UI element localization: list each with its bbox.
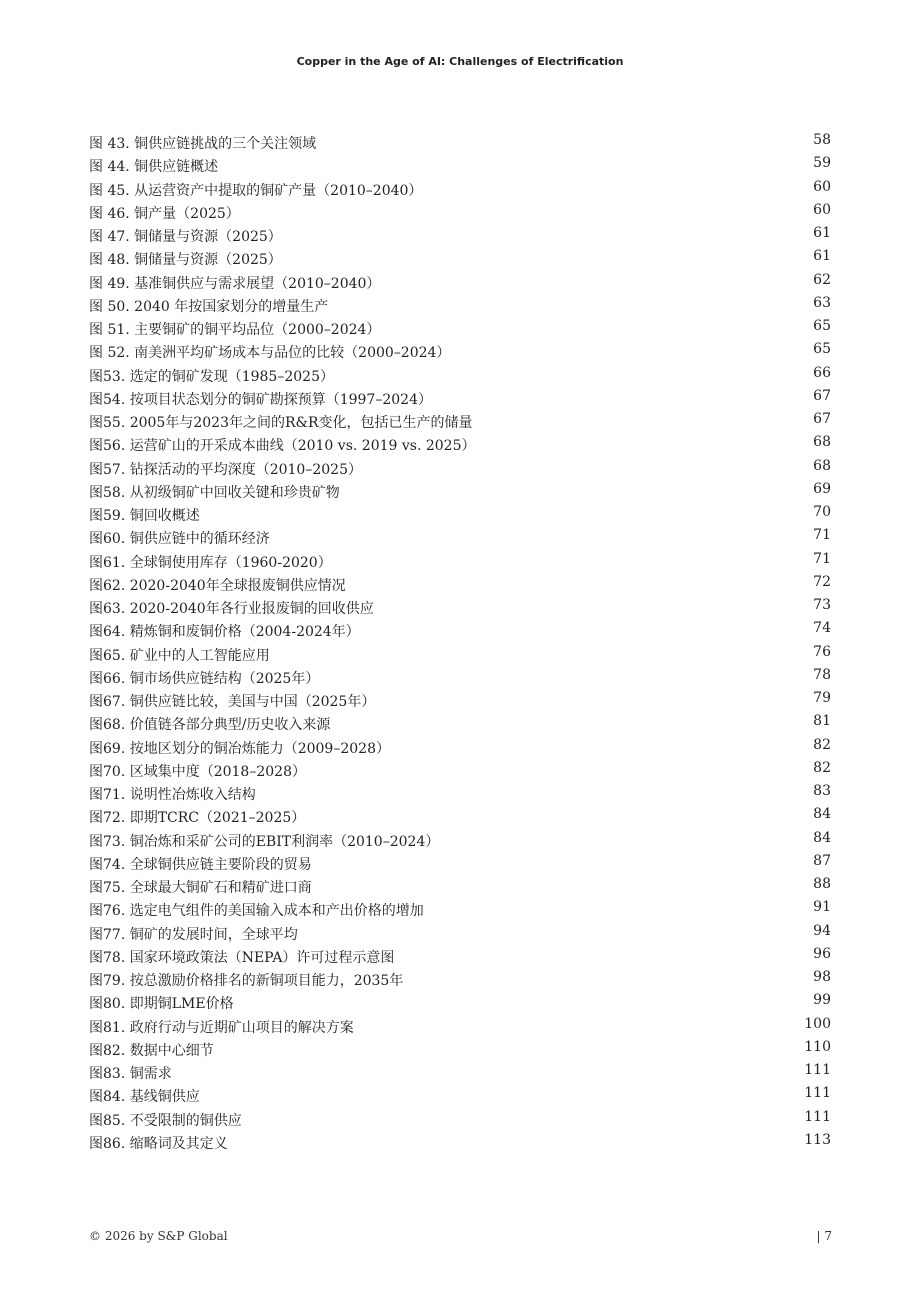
toc-entry-label: 图56. 运营矿山的开采成本曲线（2010 vs. 2019 vs. 2025）: [89, 438, 476, 455]
toc-entry[interactable]: [89, 805, 831, 828]
toc-entry-label: 图 48. 铜储量与资源（2025）: [89, 252, 282, 269]
toc-entry-label: 图75. 全球最大铜矿石和精矿进口商: [89, 880, 312, 896]
toc-entry[interactable]: [89, 410, 831, 433]
toc-entry[interactable]: [89, 875, 831, 898]
toc-entry-page-number: 98: [813, 969, 831, 985]
toc-entry-label: 图72. 即期TCRC（2021–2025）: [89, 810, 306, 827]
toc-entry[interactable]: [89, 247, 831, 270]
toc-entry-label: 图62. 2020-2040年全球报废铜供应情况: [89, 577, 346, 594]
toc-entry[interactable]: [89, 666, 831, 689]
toc-entry-page-number: 62: [813, 271, 831, 288]
toc-entry[interactable]: [89, 387, 831, 410]
toc-entry-page-number: 65: [813, 341, 831, 358]
footer-copyright: © 2026 by S&P Global: [89, 1229, 228, 1243]
toc-entry[interactable]: [89, 898, 831, 921]
toc-entry-label: 图77. 铜矿的发展时间，全球平均: [89, 926, 298, 943]
toc-entry-page-number: 60: [813, 201, 831, 218]
toc-entry[interactable]: [89, 480, 831, 503]
toc-entry-label: 图71. 说明性冶炼收入结构: [89, 787, 256, 803]
toc-entry[interactable]: [89, 782, 831, 805]
toc-entry[interactable]: [89, 1015, 831, 1038]
toc-entry-page-number: 81: [813, 713, 831, 730]
toc-entry[interactable]: [89, 1061, 831, 1084]
toc-entry-page-number: 111: [804, 1108, 831, 1125]
toc-entry-label: 图67. 铜供应链比较，美国与中国（2025年）: [89, 694, 376, 710]
toc-entry-page-number: 78: [813, 666, 831, 683]
toc-entry[interactable]: [89, 991, 831, 1014]
toc-entry-page-number: 84: [813, 806, 831, 823]
toc-entry-page-number: 68: [813, 434, 831, 451]
toc-entry-page-number: 66: [813, 364, 831, 381]
toc-entry-label: 图84. 基线铜供应: [89, 1089, 200, 1106]
toc-entry[interactable]: [89, 829, 831, 852]
toc-entry-label: 图53. 选定的铜矿发现（1985–2025）: [89, 368, 334, 385]
toc-entry[interactable]: [89, 759, 831, 782]
toc-entry-page-number: 65: [813, 318, 831, 334]
toc-entry-label: 图83. 铜需求: [89, 1066, 172, 1082]
toc-entry-page-number: 82: [813, 759, 831, 776]
toc-entry-label: 图78. 国家环境政策法（NEPA）许可过程示意图: [89, 949, 395, 966]
toc-entry-page-number: 67: [813, 411, 831, 427]
toc-entry[interactable]: [89, 526, 831, 549]
toc-entry-label: 图81. 政府行动与近期矿山项目的解决方案: [89, 1019, 354, 1036]
toc-entry-label: 图 46. 铜产量（2025）: [89, 205, 240, 222]
toc-entry[interactable]: [89, 596, 831, 619]
toc-entry-label: 图76. 选定电气组件的美国输入成本和产出价格的增加: [89, 903, 424, 920]
toc-entry-label: 图 49. 基准铜供应与需求展望（2010–2040）: [89, 275, 381, 292]
toc-entry-page-number: 87: [813, 852, 831, 869]
toc-entry-page-number: 96: [813, 945, 831, 962]
toc-entry[interactable]: [89, 619, 831, 642]
toc-entry-page-number: 59: [813, 155, 831, 172]
toc-entry-page-number: 99: [813, 992, 831, 1009]
toc-entry-page-number: 84: [813, 829, 831, 846]
toc-entry-page-number: 82: [813, 736, 831, 753]
footer-page-number: | 7: [816, 1229, 832, 1243]
toc-entry[interactable]: [89, 1131, 831, 1154]
toc-entry-label: 图70. 区域集中度（2018–2028）: [89, 763, 306, 780]
toc-entry-label: 图82. 数据中心细节: [89, 1042, 214, 1059]
toc-entry-page-number: 71: [813, 550, 831, 567]
toc-entry-page-number: 110: [804, 1038, 831, 1055]
toc-entry-label: 图 45. 从运营资产中提取的铜矿产量（2010–2040）: [89, 182, 423, 199]
toc-entry[interactable]: [89, 364, 831, 387]
toc-entry-page-number: 63: [813, 294, 831, 311]
toc-entry-page-number: 88: [813, 876, 831, 892]
toc-entry-label: 图64. 精炼铜和废铜价格（2004-2024年）: [89, 624, 360, 641]
toc-entry[interactable]: [89, 968, 831, 991]
toc-entry[interactable]: [89, 689, 831, 712]
toc-entry-label: 图 50. 2040 年按国家划分的增量生产: [89, 298, 329, 315]
toc-entry-page-number: 113: [804, 1131, 831, 1148]
toc-entry-page-number: 69: [813, 480, 831, 497]
toc-entry-label: 图79. 按总激励价格排名的新铜项目能力，2035年: [89, 973, 404, 989]
toc-entry-page-number: 111: [804, 1062, 831, 1078]
toc-entry-page-number: 100: [804, 1015, 831, 1032]
toc-entry[interactable]: [89, 154, 831, 177]
toc-entry[interactable]: [89, 1038, 831, 1061]
toc-entry[interactable]: [89, 457, 831, 480]
toc-entry[interactable]: [89, 1084, 831, 1107]
toc-entry-page-number: 71: [813, 527, 831, 544]
toc-entry-label: 图60. 铜供应链中的循环经济: [89, 531, 270, 548]
toc-entry-page-number: 76: [813, 643, 831, 660]
toc-entry-page-number: 58: [813, 132, 831, 148]
toc-entry[interactable]: [89, 945, 831, 968]
toc-entry-label: 图 44. 铜供应链概述: [89, 159, 219, 176]
toc-entry[interactable]: [89, 201, 831, 224]
toc-entry-label: 图57. 钻探活动的平均深度（2010–2025）: [89, 461, 362, 478]
toc-entry-label: 图86. 缩略词及其定义: [89, 1135, 228, 1152]
toc-entry-page-number: 72: [813, 573, 831, 590]
toc-entry[interactable]: [89, 736, 831, 759]
toc-entry[interactable]: [89, 224, 831, 247]
toc-entry-page-number: 70: [813, 504, 831, 520]
toc-entry-label: 图66. 铜市场供应链结构（2025年）: [89, 670, 320, 687]
toc-entry-label: 图63. 2020-2040年各行业报废铜的回收供应: [89, 601, 374, 617]
toc-entry[interactable]: [89, 503, 831, 526]
toc-entry-label: 图 47. 铜储量与资源（2025）: [89, 229, 282, 245]
toc-entry[interactable]: [89, 852, 831, 875]
toc-entry[interactable]: [89, 340, 831, 363]
toc-entry-label: 图65. 矿业中的人工智能应用: [89, 647, 270, 664]
toc-entry-page-number: 91: [813, 899, 831, 916]
toc-entry-label: 图 52. 南美洲平均矿场成本与品位的比较（2000–2024）: [89, 345, 451, 362]
toc-entry-page-number: 79: [813, 690, 831, 706]
toc-entry[interactable]: [89, 433, 831, 456]
toc-entry-label: 图54. 按项目状态划分的铜矿勘探预算（1997–2024）: [89, 391, 432, 408]
toc-entry-page-number: 67: [813, 387, 831, 404]
toc-entry[interactable]: [89, 1108, 831, 1131]
toc-entry-label: 图61. 全球铜使用库存（1960-2020）: [89, 554, 332, 571]
toc-entry-label: 图68. 价值链各部分典型/历史收入来源: [89, 717, 331, 734]
toc-entry[interactable]: [89, 643, 831, 666]
toc-entry[interactable]: [89, 573, 831, 596]
toc-entry[interactable]: [89, 178, 831, 201]
toc-entry[interactable]: [89, 294, 831, 317]
toc-entry-label: 图59. 铜回收概述: [89, 508, 200, 524]
toc-entry-label: 图85. 不受限制的铜供应: [89, 1112, 242, 1129]
toc-entry-page-number: 60: [813, 178, 831, 195]
toc-entry[interactable]: [89, 317, 831, 340]
toc-entry-page-number: 111: [804, 1085, 831, 1102]
toc-entry-page-number: 61: [813, 225, 831, 241]
toc-entry-page-number: 73: [813, 597, 831, 613]
toc-entry-label: 图58. 从初级铜矿中回收关键和珍贵矿物: [89, 484, 340, 501]
toc-entry-label: 图73. 铜冶炼和采矿公司的EBIT利润率（2010–2024）: [89, 833, 440, 850]
running-header: Copper in the Age of AI: Challenges of Electrification: [296, 55, 624, 68]
toc-entry-page-number: 68: [813, 457, 831, 474]
toc-entry[interactable]: [89, 922, 831, 945]
toc-entry-label: 图69. 按地区划分的铜冶炼能力（2009–2028）: [89, 740, 390, 757]
toc-entry[interactable]: [89, 550, 831, 573]
toc-entry-page-number: 74: [813, 620, 831, 637]
toc-entry-page-number: 83: [813, 783, 831, 799]
toc-entry-label: 图 43. 铜供应链挑战的三个关注领域: [89, 136, 317, 152]
toc-entry[interactable]: [89, 271, 831, 294]
toc-entry-label: 图80. 即期铜LME价格: [89, 996, 234, 1013]
toc-entry[interactable]: [89, 712, 831, 735]
toc-entry-page-number: 94: [813, 922, 831, 939]
toc-entry-label: 图74. 全球铜供应链主要阶段的贸易: [89, 856, 312, 873]
toc-entry-label: 图 51. 主要铜矿的铜平均品位（2000–2024）: [89, 322, 381, 338]
toc-entry-label: 图55. 2005年与2023年之间的R&R变化，包括已生产的储量: [89, 415, 473, 431]
figure-list: [89, 131, 831, 1154]
toc-entry-page-number: 61: [813, 248, 831, 265]
toc-entry[interactable]: [89, 131, 831, 154]
